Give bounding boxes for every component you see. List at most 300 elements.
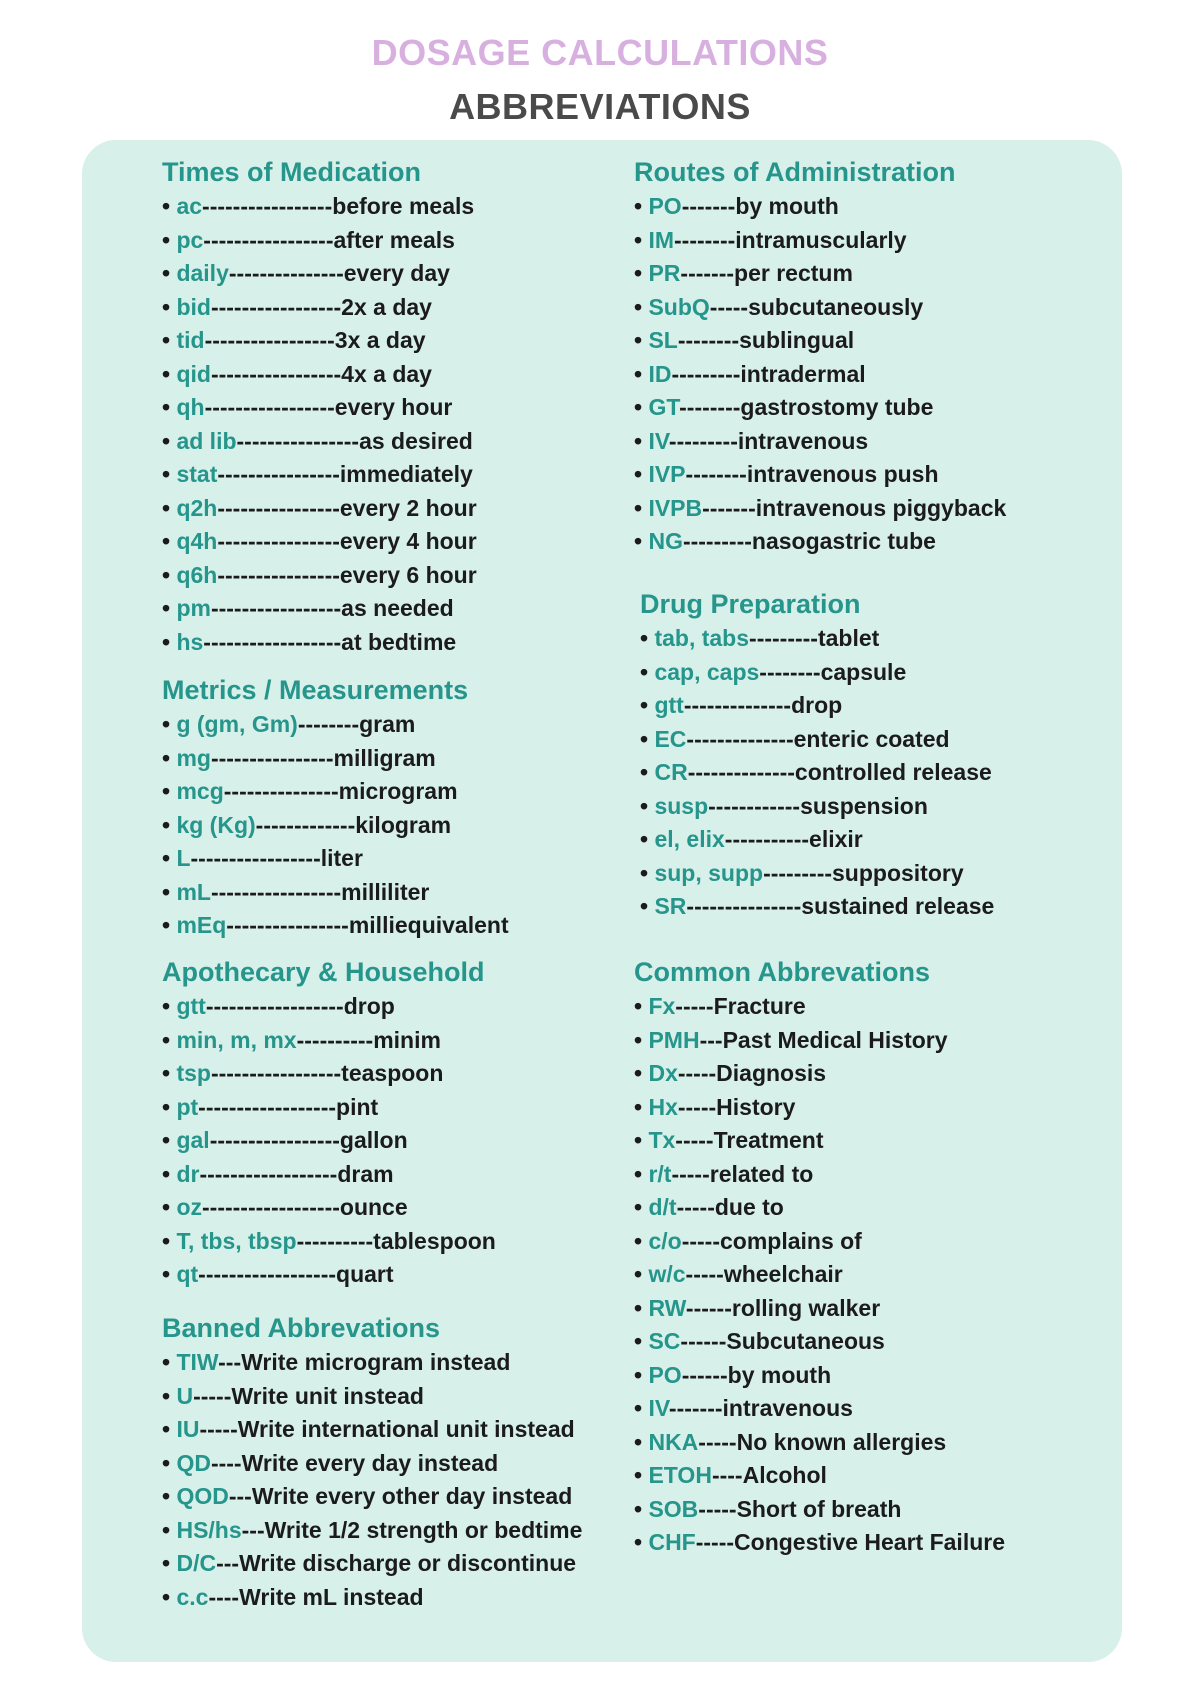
- bullet-glyph: •: [634, 1428, 643, 1455]
- bullet-glyph: •: [634, 226, 643, 253]
- dash-separator: -----: [677, 1093, 717, 1120]
- meaning: every 4 hour: [339, 528, 477, 554]
- bullet-glyph: •: [634, 461, 643, 487]
- meaning: 4x a day: [341, 360, 432, 387]
- abbreviation: stat: [176, 461, 218, 487]
- section-common-abbreviations: [634, 954, 1114, 1560]
- abbreviation: PR: [648, 260, 681, 286]
- bullet-glyph: •: [634, 193, 643, 219]
- bullet-glyph: •: [162, 1026, 171, 1053]
- meaning: suspension: [800, 792, 928, 819]
- meaning: intradermal: [740, 360, 866, 387]
- abbreviation: NKA: [648, 1428, 699, 1455]
- meaning: every hour: [334, 394, 453, 420]
- list-item: [640, 756, 1120, 790]
- dash-separator: -----------------: [210, 878, 342, 905]
- bullet-glyph: •: [162, 1261, 171, 1287]
- list-item: [162, 1024, 602, 1058]
- bullet-glyph: •: [634, 1160, 643, 1187]
- meaning: rolling walker: [731, 1294, 881, 1321]
- abbreviation: PO: [648, 1361, 682, 1388]
- abbreviation: gtt: [176, 993, 206, 1019]
- abbreviation: Dx: [648, 1060, 678, 1086]
- dash-separator: ----------------: [210, 744, 334, 771]
- dash-separator: ---------: [763, 859, 833, 886]
- dash-separator: -----------------: [210, 595, 342, 621]
- bullet-glyph: •: [640, 625, 649, 651]
- abbreviation: qt: [176, 1261, 199, 1287]
- abbreviation: dr: [176, 1160, 200, 1187]
- dash-separator: -----: [676, 1194, 715, 1220]
- dash-separator: -----------------: [210, 293, 342, 320]
- abbreviation: q4h: [176, 528, 218, 554]
- bullet-glyph: •: [634, 360, 643, 387]
- bullet-glyph: •: [162, 360, 171, 387]
- list-item: [162, 909, 602, 943]
- bullet-glyph: •: [162, 293, 171, 320]
- dash-separator: --------: [679, 394, 741, 420]
- meaning: pint: [336, 1093, 379, 1120]
- list-item: [162, 708, 602, 742]
- meaning: gastrostomy tube: [740, 394, 934, 420]
- bullet-glyph: •: [634, 1361, 643, 1388]
- section-title: Metrics / Measurements: [162, 675, 469, 705]
- dash-separator: -----------------: [204, 394, 335, 420]
- list-item: [634, 1158, 1114, 1192]
- list-item: [162, 1413, 622, 1447]
- list-item: [634, 291, 1114, 325]
- bullet-glyph: •: [162, 226, 171, 253]
- bullet-glyph: •: [162, 1160, 171, 1187]
- bullet-glyph: •: [162, 260, 171, 286]
- abbreviation: IV: [648, 1395, 669, 1421]
- abbreviation: HS/hs: [176, 1516, 242, 1543]
- list-item: [634, 492, 1114, 526]
- abbreviation-list: [162, 1346, 602, 1614]
- dash-separator: -----: [709, 293, 749, 320]
- dash-separator: --------: [677, 327, 740, 353]
- dash-separator: ---------------: [686, 893, 802, 919]
- abbreviation: SubQ: [648, 293, 710, 320]
- meaning: Past Medical History: [722, 1026, 948, 1053]
- meaning: related to: [709, 1160, 814, 1187]
- abbreviation: PO: [648, 193, 682, 219]
- section-apothecary-household: [162, 954, 602, 1292]
- list-item: [640, 656, 1120, 690]
- meaning: Short of breath: [736, 1495, 902, 1522]
- abbreviation: hs: [176, 628, 204, 655]
- list-item: [640, 723, 1120, 757]
- meaning: due to: [714, 1194, 784, 1220]
- bullet-glyph: •: [162, 1127, 171, 1153]
- abbreviation: bid: [176, 293, 211, 320]
- bullet-glyph: •: [162, 1093, 171, 1120]
- dash-separator: ------: [680, 1328, 727, 1354]
- dash-separator: ---------: [682, 528, 752, 554]
- abbreviation: qid: [176, 360, 211, 387]
- meaning: enteric coated: [793, 725, 950, 752]
- abbreviation: el, elix: [654, 826, 725, 852]
- abbreviation: Tx: [648, 1127, 676, 1153]
- abbreviations-card: [82, 140, 1122, 1662]
- abbreviation: pm: [176, 595, 211, 621]
- meaning: quart: [336, 1261, 394, 1287]
- list-item: [162, 291, 602, 325]
- meaning: milliliter: [341, 878, 430, 905]
- abbreviation: q6h: [176, 561, 218, 588]
- list-item: [162, 525, 602, 559]
- list-item: [162, 391, 602, 425]
- list-item: [162, 190, 602, 224]
- dash-separator: --------------: [687, 759, 795, 785]
- bullet-glyph: •: [640, 658, 649, 685]
- meaning: as desired: [359, 427, 473, 454]
- list-item: [634, 1292, 1114, 1326]
- abbreviation: IVP: [648, 461, 686, 487]
- list-item: [634, 1426, 1114, 1460]
- bullet-glyph: •: [162, 394, 171, 420]
- meaning: Write 1/2 strength or bedtime: [264, 1516, 583, 1543]
- list-item: [162, 775, 602, 809]
- meaning: 2x a day: [341, 293, 432, 320]
- list-item: [634, 1124, 1114, 1158]
- list-item: [634, 224, 1114, 258]
- bullet-glyph: •: [162, 1194, 171, 1220]
- abbreviation: EC: [654, 725, 687, 752]
- meaning: every day: [343, 260, 450, 286]
- list-item: [162, 1514, 622, 1548]
- meaning: intramuscularly: [735, 226, 907, 253]
- abbreviation: SC: [648, 1328, 681, 1354]
- dash-separator: ------------------: [199, 1160, 338, 1187]
- meaning: at bedtime: [341, 628, 457, 655]
- bullet-glyph: •: [634, 1261, 643, 1287]
- list-item: [162, 1547, 622, 1581]
- meaning: Write every other day instead: [251, 1483, 573, 1509]
- bullet-glyph: •: [634, 1127, 643, 1153]
- abbreviation: IM: [648, 226, 675, 253]
- dash-separator: ---: [228, 1483, 252, 1509]
- dash-separator: -----: [193, 1382, 232, 1409]
- list-item: [162, 1380, 622, 1414]
- list-item: [162, 224, 602, 258]
- meaning: milliequivalent: [348, 912, 509, 938]
- list-item: [634, 257, 1114, 291]
- list-item: [162, 492, 602, 526]
- meaning: elixir: [809, 826, 863, 852]
- dash-separator: ------------: [708, 792, 801, 819]
- abbreviation: sup, supp: [654, 859, 764, 886]
- bullet-glyph: •: [640, 692, 649, 718]
- list-item: [640, 890, 1120, 924]
- meaning: kilogram: [355, 811, 452, 838]
- meaning: intravenous piggyback: [755, 494, 1007, 521]
- bullet-glyph: •: [162, 528, 171, 554]
- list-item: [634, 1392, 1114, 1426]
- dash-separator: -----------: [724, 826, 810, 852]
- dash-separator: -----: [199, 1416, 238, 1442]
- abbreviation: ac: [176, 193, 203, 219]
- list-item: [162, 742, 602, 776]
- meaning: Write microgram instead: [241, 1349, 511, 1375]
- bullet-glyph: •: [634, 528, 643, 554]
- abbreviation: NG: [648, 528, 683, 554]
- bullet-glyph: •: [162, 1382, 171, 1409]
- bullet-glyph: •: [634, 1227, 643, 1254]
- meaning: Write international unit instead: [237, 1416, 575, 1442]
- bullet-glyph: •: [162, 1550, 171, 1576]
- meaning: Subcutaneous: [726, 1328, 885, 1354]
- abbreviation: SR: [654, 893, 687, 919]
- bullet-glyph: •: [640, 759, 649, 785]
- meaning: intravenous: [722, 1395, 853, 1421]
- abbreviation: ETOH: [648, 1462, 712, 1488]
- section-title: Times of Medication: [162, 157, 422, 187]
- bullet-glyph: •: [162, 595, 171, 621]
- meaning: every 2 hour: [339, 494, 477, 521]
- bullet-glyph: •: [634, 494, 643, 521]
- list-item: [162, 324, 602, 358]
- abbreviation: g (gm, Gm): [176, 711, 298, 737]
- meaning: Fracture: [713, 993, 806, 1019]
- list-item: [162, 1124, 602, 1158]
- bullet-glyph: •: [162, 461, 171, 487]
- dash-separator: ------------------: [202, 1194, 340, 1220]
- dash-separator: -----: [698, 1428, 737, 1455]
- abbreviation: IU: [176, 1416, 200, 1442]
- bullet-glyph: •: [640, 725, 649, 752]
- list-item: [634, 1191, 1114, 1225]
- dash-separator: ----------------: [217, 528, 340, 554]
- abbreviation-list: [162, 190, 602, 659]
- list-item: [162, 592, 602, 626]
- dash-separator: -----------------: [190, 845, 321, 871]
- list-item: [162, 1581, 622, 1615]
- meaning: immediately: [339, 461, 473, 487]
- meaning: complains of: [719, 1227, 862, 1254]
- bullet-glyph: •: [634, 1060, 643, 1086]
- dash-separator: ---: [216, 1550, 240, 1576]
- list-item: [640, 857, 1120, 891]
- list-item: [634, 1024, 1114, 1058]
- dash-separator: -------: [668, 1395, 723, 1421]
- bullet-glyph: •: [162, 993, 171, 1019]
- bullet-glyph: •: [162, 878, 171, 905]
- bullet-glyph: •: [634, 1026, 643, 1053]
- meaning: suppository: [832, 859, 964, 886]
- list-item: [634, 324, 1114, 358]
- abbreviation: tid: [176, 327, 205, 353]
- meaning: Alcohol: [742, 1462, 827, 1488]
- list-item: [634, 391, 1114, 425]
- meaning: Write every day instead: [241, 1449, 499, 1476]
- abbreviation: QD: [176, 1449, 211, 1476]
- dash-separator: ----: [210, 1449, 242, 1476]
- list-item: [162, 1225, 602, 1259]
- dash-separator: -----: [675, 993, 714, 1019]
- meaning: 3x a day: [334, 327, 426, 353]
- meaning: every 6 hour: [339, 561, 477, 588]
- abbreviation: c/o: [648, 1227, 682, 1254]
- abbreviation: q2h: [176, 494, 218, 521]
- section-title: Banned Abbrevations: [162, 1313, 441, 1343]
- list-item: [162, 1057, 602, 1091]
- page-title: DOSAGE CALCULATIONS: [371, 32, 829, 73]
- meaning: before meals: [332, 193, 475, 219]
- bullet-glyph: •: [634, 1395, 643, 1421]
- meaning: tablespoon: [373, 1227, 496, 1254]
- list-item: [634, 1359, 1114, 1393]
- list-item: [162, 626, 602, 660]
- dash-separator: -----: [681, 1227, 720, 1254]
- meaning: Write mL instead: [239, 1583, 424, 1610]
- bullet-glyph: •: [162, 845, 171, 871]
- list-item: [634, 1493, 1114, 1527]
- bullet-glyph: •: [634, 1294, 643, 1321]
- list-item: [162, 559, 602, 593]
- meaning: controlled release: [794, 759, 992, 785]
- meaning: Congestive Heart Failure: [734, 1529, 1005, 1555]
- abbreviation: mEq: [176, 912, 227, 938]
- dash-separator: -----------------: [203, 226, 334, 253]
- dash-separator: ---------: [668, 427, 738, 454]
- meaning: Write discharge or discontinue: [239, 1550, 577, 1576]
- abbreviation: IV: [648, 427, 669, 454]
- dash-separator: ------------------: [198, 1261, 337, 1287]
- abbreviation: pt: [176, 1093, 199, 1120]
- dash-separator: -----: [695, 1529, 735, 1555]
- dash-separator: ----: [711, 1462, 743, 1488]
- bullet-glyph: •: [162, 1416, 171, 1442]
- dash-separator: -----------------: [209, 1127, 340, 1153]
- abbreviation: w/c: [648, 1261, 686, 1287]
- section-metrics-measurements: [162, 672, 602, 943]
- dash-separator: ----------------: [217, 561, 340, 588]
- bullet-glyph: •: [640, 893, 649, 919]
- dash-separator: -------: [681, 193, 736, 219]
- meaning: gallon: [339, 1127, 408, 1153]
- list-item: [162, 990, 602, 1024]
- abbreviation: susp: [654, 792, 709, 819]
- abbreviation: c.c: [176, 1583, 209, 1610]
- meaning: capsule: [820, 658, 907, 685]
- list-item: [162, 1158, 602, 1192]
- meaning: Write unit instead: [231, 1382, 424, 1409]
- meaning: sublingual: [739, 327, 855, 353]
- abbreviation: Fx: [648, 993, 676, 1019]
- list-item: [162, 425, 602, 459]
- meaning: liter: [320, 845, 363, 871]
- list-item: [634, 1091, 1114, 1125]
- abbreviation: Hx: [648, 1093, 678, 1120]
- dash-separator: ----------: [296, 1227, 374, 1254]
- meaning: gram: [359, 711, 416, 737]
- abbreviation-list: [634, 990, 1114, 1560]
- meaning: tablet: [817, 625, 880, 651]
- dash-separator: ---: [218, 1349, 242, 1375]
- section-times-of-medication: [162, 154, 602, 659]
- dash-separator: --------------: [683, 692, 792, 718]
- abbreviation: d/t: [648, 1194, 677, 1220]
- list-item: [640, 622, 1120, 656]
- dash-separator: ----------------: [217, 494, 340, 521]
- section-title: Routes of Administration: [634, 157, 956, 187]
- dash-separator: ---------: [749, 625, 818, 651]
- meaning: by mouth: [727, 1361, 832, 1388]
- meaning: ounce: [339, 1194, 408, 1220]
- abbreviation: IVPB: [648, 494, 703, 521]
- bullet-glyph: •: [162, 1227, 171, 1254]
- dash-separator: -----------------: [210, 360, 342, 387]
- bullet-glyph: •: [634, 1462, 643, 1488]
- meaning: History: [716, 1093, 796, 1120]
- abbreviation-list: [640, 622, 1120, 924]
- bullet-glyph: •: [162, 1483, 171, 1509]
- bullet-glyph: •: [162, 193, 171, 219]
- abbreviation: TIW: [176, 1349, 219, 1375]
- abbreviation: CR: [654, 759, 688, 785]
- list-item: [634, 425, 1114, 459]
- bullet-glyph: •: [162, 494, 171, 521]
- abbreviation: U: [176, 1382, 194, 1409]
- abbreviation: ID: [648, 360, 672, 387]
- abbreviation: pc: [176, 226, 204, 253]
- abbreviation: CHF: [648, 1529, 696, 1555]
- abbreviation: gal: [176, 1127, 210, 1153]
- bullet-glyph: •: [634, 1194, 643, 1220]
- meaning: subcutaneously: [748, 293, 924, 320]
- meaning: intravenous push: [746, 461, 939, 487]
- meaning: drop: [791, 692, 843, 718]
- bullet-glyph: •: [634, 427, 643, 454]
- bullet-glyph: •: [162, 327, 171, 353]
- dash-separator: --------: [759, 658, 821, 685]
- dash-separator: -------------: [255, 811, 356, 838]
- abbreviation: SL: [648, 327, 678, 353]
- meaning: drop: [343, 993, 395, 1019]
- meaning: Diagnosis: [716, 1060, 827, 1086]
- abbreviation-list: [634, 190, 1114, 559]
- list-item: [634, 190, 1114, 224]
- dash-separator: ------: [681, 1361, 728, 1388]
- list-item: [640, 790, 1120, 824]
- bullet-glyph: •: [634, 327, 643, 353]
- list-item: [634, 1225, 1114, 1259]
- abbreviation: cap, caps: [654, 658, 760, 685]
- meaning: wheelchair: [723, 1261, 843, 1287]
- bullet-glyph: •: [634, 260, 643, 286]
- abbreviation: mL: [176, 878, 211, 905]
- list-item: [640, 689, 1120, 723]
- list-item: [162, 458, 602, 492]
- dash-separator: ------------------: [205, 993, 344, 1019]
- list-item: [634, 525, 1114, 559]
- bullet-glyph: •: [162, 1349, 171, 1375]
- bullet-glyph: •: [162, 427, 171, 454]
- list-item: [634, 358, 1114, 392]
- dash-separator: --------: [685, 461, 747, 487]
- section-banned-abbreviations: [162, 1310, 602, 1614]
- dash-separator: ----------------: [226, 912, 349, 938]
- dash-separator: -----: [685, 1261, 724, 1287]
- bullet-glyph: •: [162, 811, 171, 838]
- bullet-glyph: •: [162, 628, 171, 655]
- dash-separator: ---------------: [228, 260, 344, 286]
- bullet-glyph: •: [640, 826, 649, 852]
- bullet-glyph: •: [634, 1093, 643, 1120]
- dash-separator: ------------------: [203, 628, 342, 655]
- abbreviation: QOD: [176, 1483, 229, 1509]
